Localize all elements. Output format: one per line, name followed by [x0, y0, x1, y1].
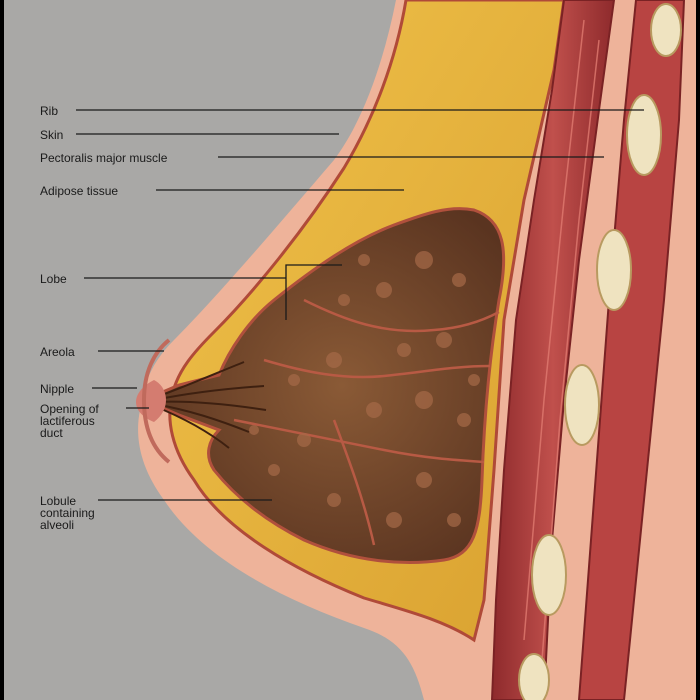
- breast-anatomy-illustration: [4, 0, 696, 700]
- label-line: lactiferous: [40, 414, 95, 428]
- label-line: alveoli: [40, 518, 75, 532]
- label-rib: Rib: [40, 104, 59, 118]
- label-line: duct: [40, 426, 63, 440]
- label-adipose: Adipose tissue: [40, 184, 119, 198]
- label-lobe: Lobe: [40, 272, 67, 286]
- diagram-frame: [4, 0, 696, 700]
- label-line: Opening of: [40, 402, 99, 416]
- label-skin: Skin: [40, 128, 64, 142]
- label-line: containing: [40, 506, 95, 520]
- label-opening-lactiferous-duct: [40, 403, 130, 439]
- label-pectoralis: Pectoralis major muscle: [40, 151, 168, 165]
- label-line: Lobule: [40, 494, 77, 508]
- label-nipple: Nipple: [40, 382, 75, 396]
- label-areola: Areola: [40, 345, 75, 359]
- label-lobule: [40, 495, 130, 531]
